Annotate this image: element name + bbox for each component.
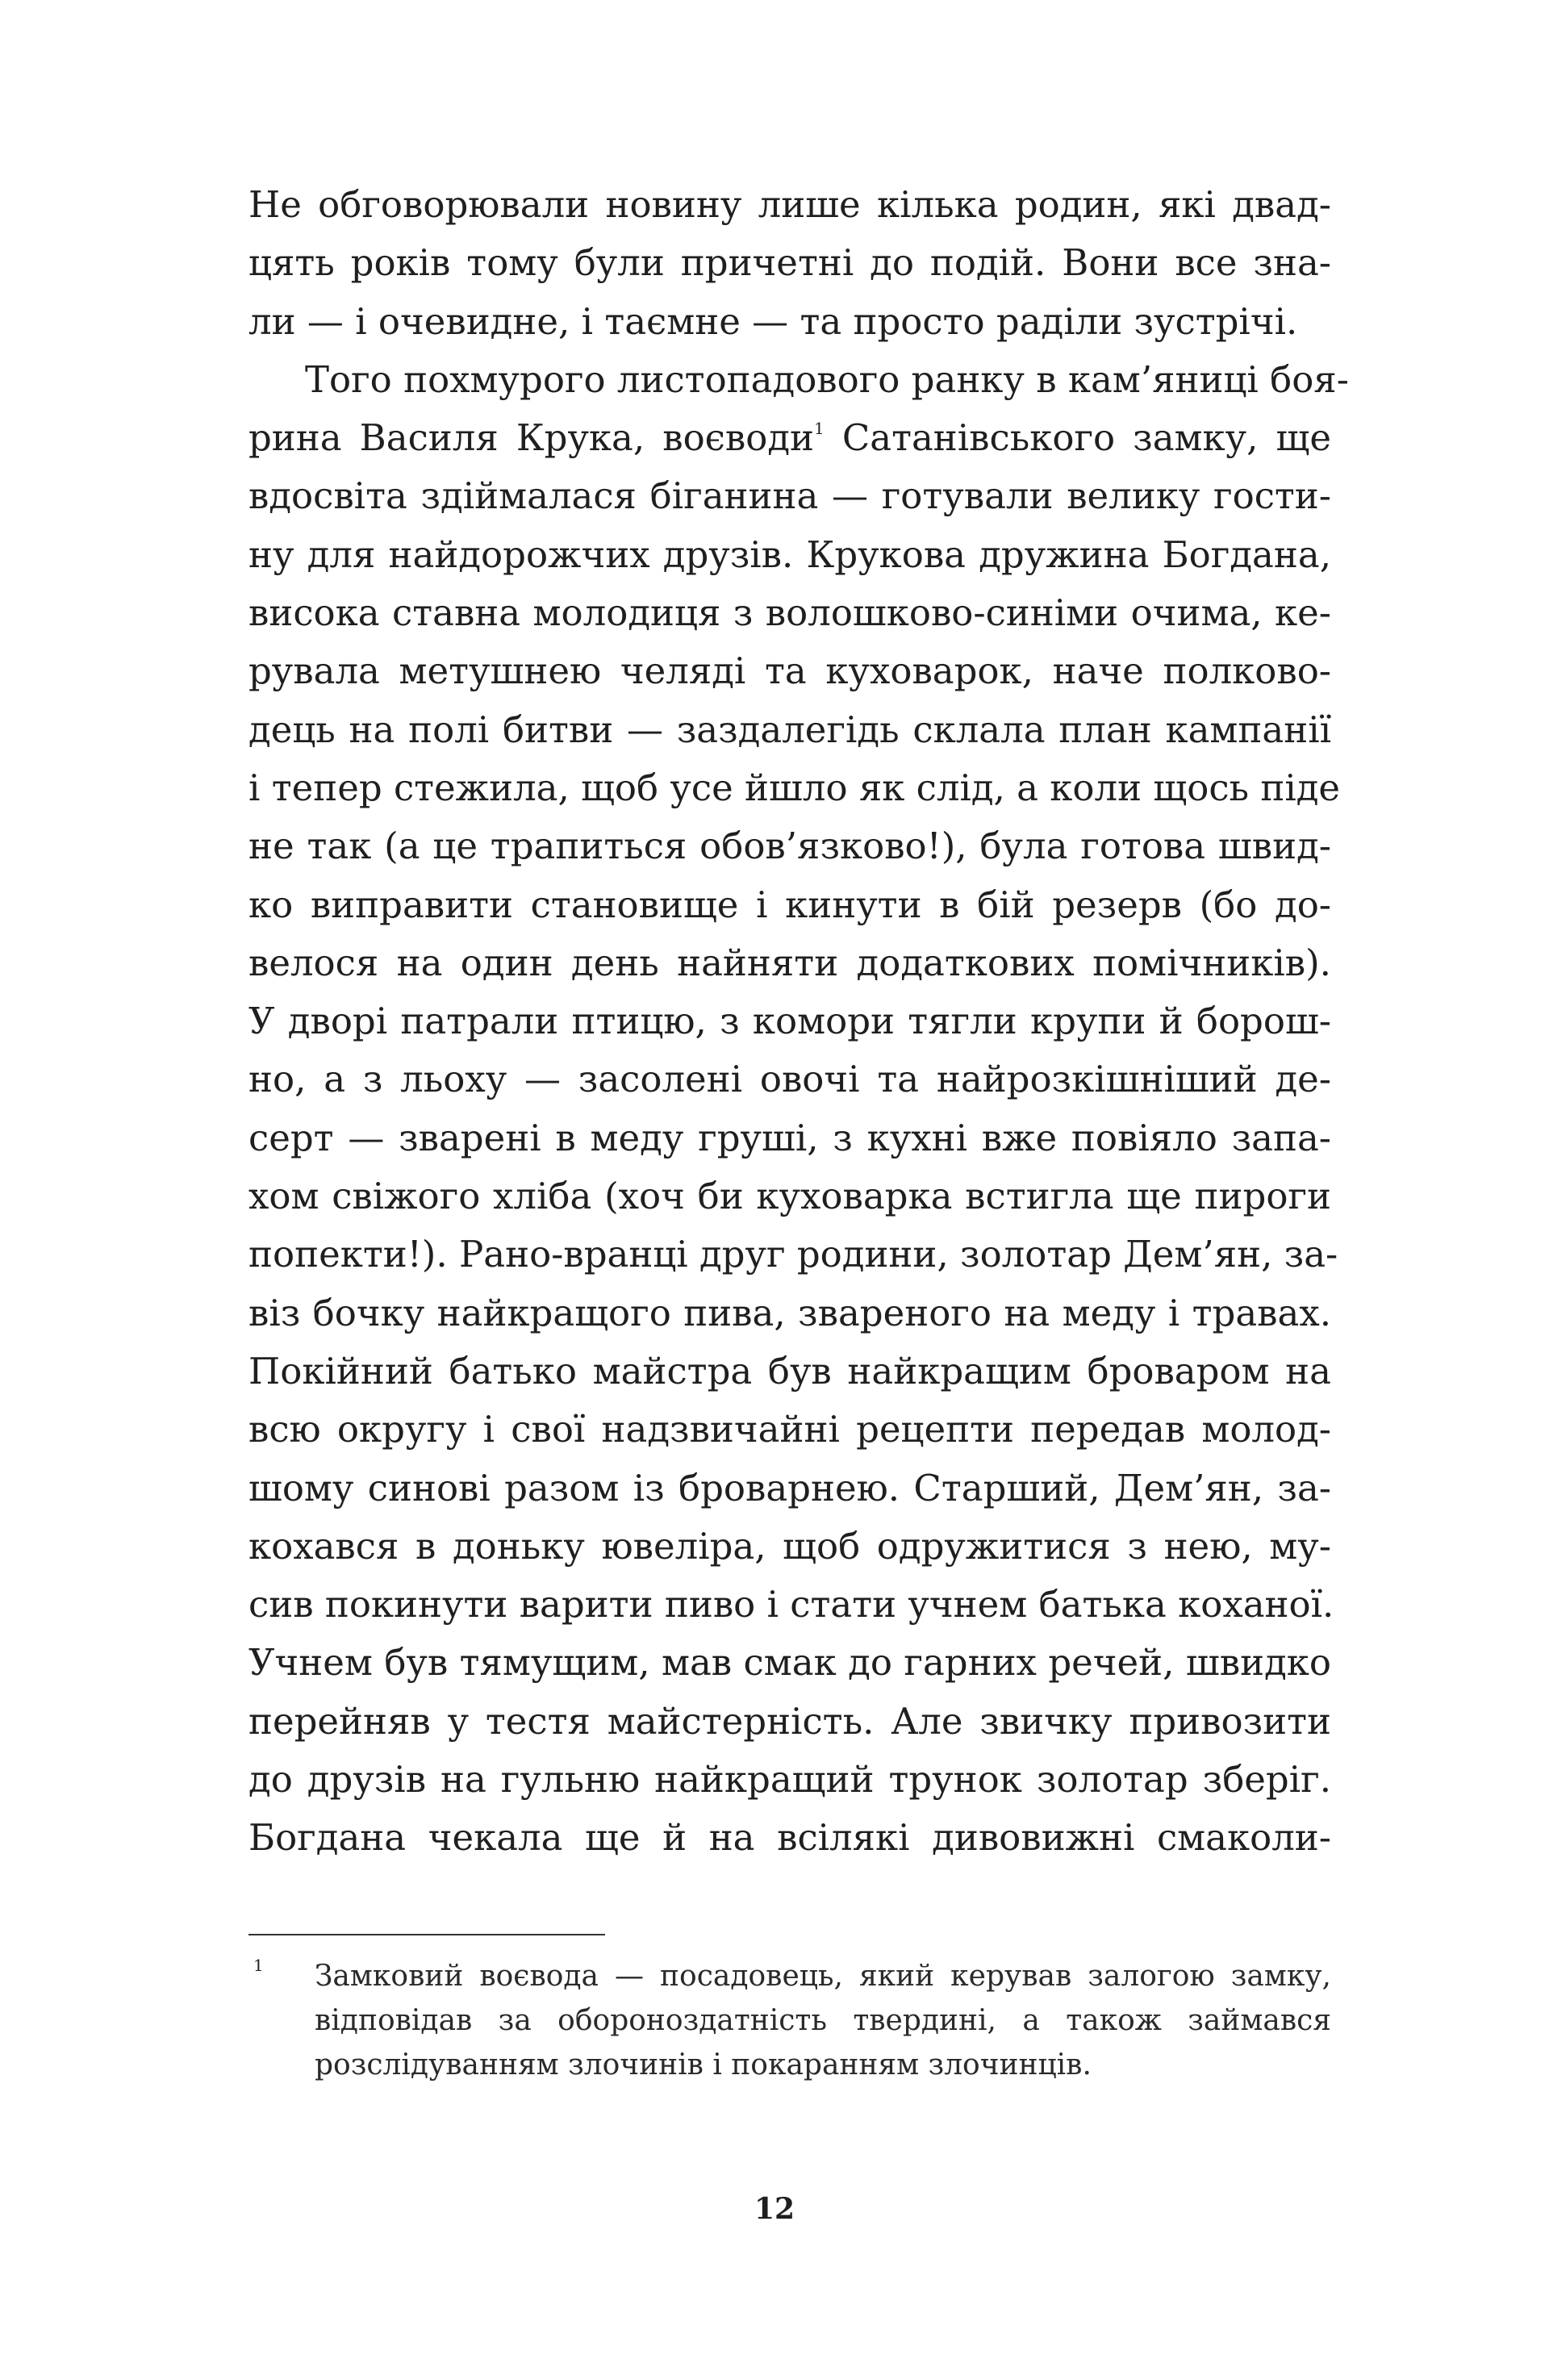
text-line: хом свіжого хліба (хоч би куховарка встигла ще пироги bbox=[248, 1175, 1331, 1218]
text-line: Богдана чекала ще й на всілякі дивовижні смаколи- bbox=[248, 1816, 1331, 1860]
text-line: серт — зварені в меду груші, з кухні вже повіяло запа- bbox=[248, 1116, 1331, 1159]
main-text bbox=[248, 176, 1349, 1868]
text-line: кохався в доньку ювеліра, щоб одружитися з нею, му- bbox=[248, 1524, 1331, 1568]
text-fragment: Сатанівського замку, ще bbox=[824, 416, 1331, 460]
text-line: шому синові разом із броварнею. Старший, Дем’ян, за- bbox=[248, 1466, 1331, 1509]
text-line: перейняв у тестя майстерність. Але звичку привозити bbox=[248, 1699, 1331, 1743]
text-line: вдосвіта здіймалася біганина — готували велику гости- bbox=[248, 474, 1331, 518]
text-line: всю округу і свої надзвичайні рецепти передав молод- bbox=[248, 1408, 1331, 1451]
footnote bbox=[248, 1954, 1331, 2087]
footnote-line: розслідуванням злочинів і покаранням злочинців. bbox=[315, 2048, 1092, 2081]
text-line: до друзів на гульню найкращий трунок золотар зберіг. bbox=[248, 1758, 1331, 1802]
text-line: рувала метушнею челяді та куховарок, наче полково- bbox=[248, 649, 1331, 693]
text-line: дець на полі битви — заздалегідь склала план кампанії bbox=[248, 708, 1331, 751]
text-line: ли — і очевидне, і таємне — та просто раділи зустрічі. bbox=[248, 299, 1298, 343]
page-number: 12 bbox=[754, 2192, 795, 2226]
text-line: Не обговорювали новину лише кілька родин, які двад- bbox=[248, 183, 1331, 226]
footnote-reference[interactable]: 1 bbox=[814, 419, 825, 439]
footnote-marker: 1 bbox=[253, 1956, 264, 1975]
text-line: висока ставна молодиця з волошково-синіми очима, ке- bbox=[248, 591, 1331, 635]
footnote-line: відповідав за обороноздатність твердині, а також займався bbox=[315, 2004, 1331, 2037]
text-line: віз бочку найкращого пива, звареного на меду і травах. bbox=[248, 1291, 1331, 1334]
text-line: цять років тому були причетні до подій. Вони все зна- bbox=[248, 241, 1331, 285]
text-line: Покійний батько майстра був найкращим броваром на bbox=[248, 1349, 1331, 1393]
text-line: Того похмурого листопадового ранку в кам’яниці боя- bbox=[305, 357, 1349, 401]
text-line bbox=[248, 409, 1331, 467]
text-line: ко виправити становище і кинути в бій резерв (бо до- bbox=[248, 883, 1331, 926]
text-line: У дворі патрали птицю, з комори тягли крупи й борош- bbox=[248, 1000, 1331, 1043]
footnote-divider bbox=[248, 1934, 605, 1935]
text-line: велося на один день найняти додаткових помічників). bbox=[248, 941, 1331, 984]
text-line: но, а з льоху — засолені овочі та найрозкішніший де- bbox=[248, 1058, 1331, 1101]
text-line: не так (а це трапиться обов’язково!), була готова швид- bbox=[248, 825, 1331, 868]
text-line: попекти!). Рано-вранці друг родини, золотар Дем’ян, за- bbox=[248, 1233, 1338, 1276]
text-line: і тепер стежила, щоб усе йшло як слід, а коли щось піде bbox=[248, 766, 1341, 809]
text-line: сив покинути варити пиво і стати учнем батька коханої. bbox=[248, 1583, 1334, 1626]
footnote-line: Замковий воєвода — посадовець, який керував залогою замку, bbox=[315, 1960, 1331, 1993]
text-line: Учнем був тямущим, мав смак до гарних речей, швидко bbox=[248, 1641, 1331, 1685]
text-fragment: рина Василя Крука, воєводи bbox=[248, 416, 815, 460]
text-line: ну для найдорожчих друзів. Крукова дружина Богдана, bbox=[248, 532, 1331, 576]
